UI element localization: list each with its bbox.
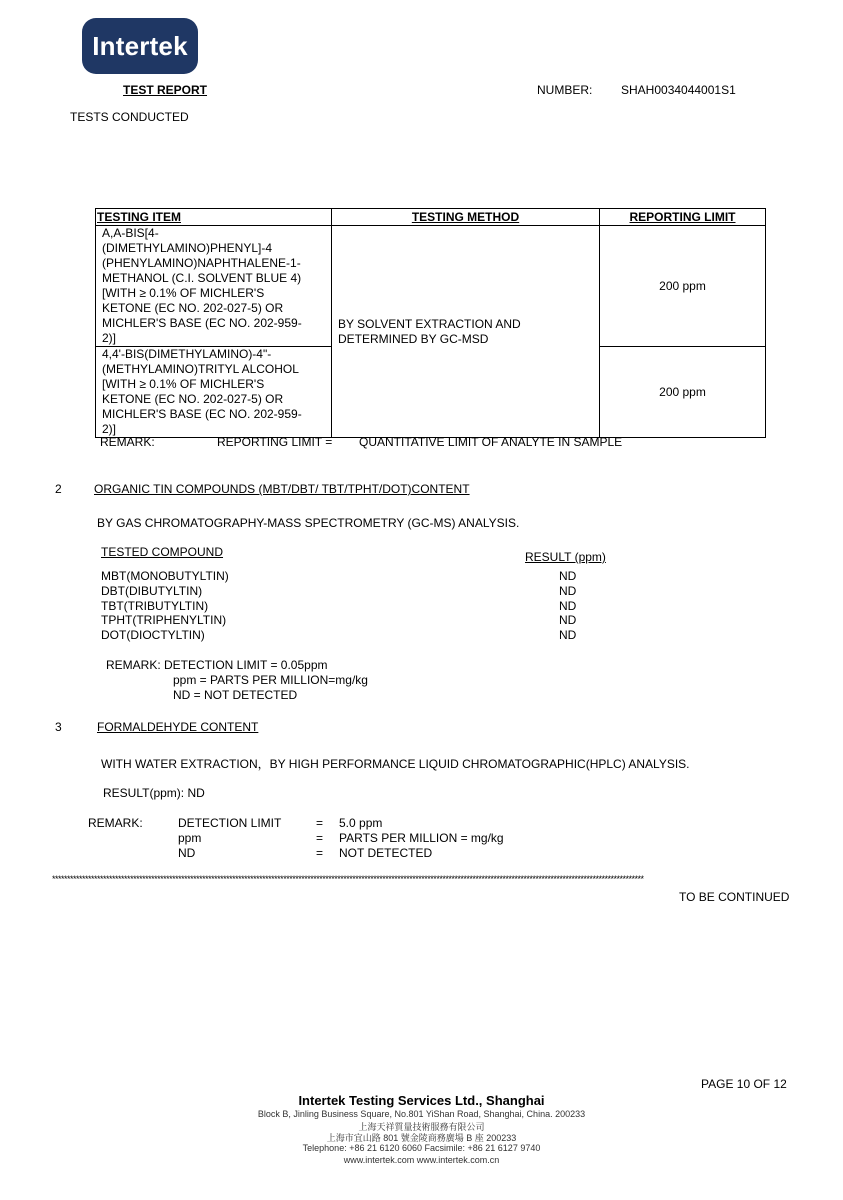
tests-conducted-heading: TESTS CONDUCTED (70, 110, 189, 124)
footer-company: Intertek Testing Services Ltd., Shanghai (298, 1093, 545, 1108)
item-line: 2)] (102, 331, 117, 345)
reporting-limit-cell: 200 ppm (600, 226, 766, 347)
result-header: RESULT (ppm) (525, 550, 606, 564)
item-line: KETONE (EC NO. 202-027-5) OR (102, 392, 284, 406)
item-line: 2)] (102, 422, 117, 436)
item-line: METHANOL (C.I. SOLVENT BLUE 4) (102, 271, 302, 285)
compound-name: DOT(DIOCTYLTIN) (101, 628, 205, 642)
section-2-method: BY GAS CHROMATOGRAPHY-MASS SPECTROMETRY (GC-MS) ANALYSIS. (97, 516, 520, 530)
reporting-limit-cell: 200 ppm (600, 347, 766, 438)
section-2-title: ORGANIC TIN COMPOUNDS (MBT/DBT/ TBT/TPHT/DOT)CONTENT (94, 482, 470, 496)
remark-eq: = (316, 816, 324, 830)
footer-chinese-name: 上海天祥質量技術服務有限公司 (358, 1122, 485, 1132)
footer-address: Block B, Jinling Business Square, No.801 YiShan Road, Shanghai, China. 200233 (257, 1109, 586, 1119)
compound-name: DBT(DIBUTYLTIN) (101, 584, 203, 598)
to-be-continued: TO BE CONTINUED (679, 890, 790, 904)
test-table (95, 208, 766, 438)
section-2-remark-line: ND = NOT DETECTED (173, 688, 298, 702)
method-line: BY SOLVENT EXTRACTION AND (338, 316, 521, 331)
compound-result: ND (559, 569, 577, 583)
compound-result: ND (559, 613, 577, 627)
table-remark-key: REPORTING LIMIT = (217, 435, 333, 449)
section-2-remark-line: ppm = PARTS PER MILLION=mg/kg (173, 673, 368, 687)
remark-key: ND (178, 846, 196, 860)
item-line: A,A-BIS[4- (102, 226, 159, 240)
remark-eq: = (316, 831, 324, 845)
compound-name: MBT(MONOBUTYLTIN) (101, 569, 229, 583)
report-number-value: SHAH0034044001S1 (621, 83, 736, 97)
remark-value: PARTS PER MILLION = mg/kg (339, 831, 504, 845)
footer-phone: Telephone: +86 21 6120 6060 Facsimile: +86 21 6127 9740 (302, 1143, 541, 1153)
remark-key: DETECTION LIMIT (178, 816, 282, 830)
header-testing-method: TESTING METHOD (332, 209, 600, 226)
section-2-remark: REMARK: DETECTION LIMIT = 0.05ppm (106, 658, 328, 672)
item-line: [WITH ≥ 0.1% OF MICHLER'S (102, 286, 265, 300)
item-line: [WITH ≥ 0.1% OF MICHLER'S (102, 377, 265, 391)
section-3-result: RESULT(ppm): ND (103, 786, 205, 800)
remark-value: 5.0 ppm (339, 816, 383, 830)
report-title: TEST REPORT (123, 83, 208, 97)
method-line: DETERMINED BY GC-MSD (338, 331, 489, 346)
item-line: MICHLER'S BASE (EC NO. 202-959- (102, 316, 302, 330)
remark-key: ppm (178, 831, 202, 845)
item-line: (PHENYLAMINO)NAPHTHALENE-1- (102, 256, 301, 270)
header-testing-item: TESTING ITEM (96, 209, 332, 226)
item-line: KETONE (EC NO. 202-027-5) OR (102, 301, 284, 315)
section-2-number: 2 (55, 482, 62, 496)
footer-chinese-address: 上海市宜山路 801 號金陵商務廣場 B 座 200233 (326, 1133, 517, 1143)
table-remark-label: REMARK: (100, 435, 155, 449)
item-line: (DIMETHYLAMINO)PHENYL]-4 (102, 241, 273, 255)
intertek-logo: Intertek (82, 18, 198, 74)
report-number-label: NUMBER: (537, 83, 593, 97)
compound-result: ND (559, 628, 577, 642)
testing-item-cell (96, 226, 332, 347)
item-line: 4,4'-BIS(DIMETHYLAMINO)-4"- (102, 347, 272, 361)
section-3-remark-label: REMARK: (88, 816, 143, 830)
compound-name: TBT(TRIBUTYLTIN) (101, 599, 209, 613)
footer-web: www.intertek.com www.intertek.com.cn (343, 1155, 500, 1165)
item-line: MICHLER'S BASE (EC NO. 202-959- (102, 407, 302, 421)
page-number: PAGE 10 OF 12 (701, 1077, 787, 1091)
section-3-number: 3 (55, 720, 62, 734)
testing-item-cell (96, 347, 332, 438)
compound-name: TPHT(TRIPHENYLTIN) (101, 613, 227, 627)
remark-value: NOT DETECTED (339, 846, 433, 860)
asterisk-separator: ***************************************************************************************************************************************************************************************************** (52, 874, 644, 884)
compound-result: ND (559, 584, 577, 598)
remark-eq: = (316, 846, 324, 860)
section-3-title: FORMALDEHYDE CONTENT (97, 720, 259, 734)
table-row (96, 226, 766, 347)
table-remark-value: QUANTITATIVE LIMIT OF ANALYTE IN SAMPLE (359, 435, 623, 449)
compound-result: ND (559, 599, 577, 613)
header-reporting-limit: REPORTING LIMIT (600, 209, 766, 226)
testing-method-cell (332, 226, 600, 438)
tested-compound-header: TESTED COMPOUND (101, 545, 224, 559)
item-line: (METHYLAMINO)TRITYL ALCOHOL (102, 362, 299, 376)
section-3-method: WITH WATER EXTRACTION，BY HIGH PERFORMANCE LIQUID CHROMATOGRAPHIC(HPLC) ANALYSIS. (101, 757, 690, 771)
